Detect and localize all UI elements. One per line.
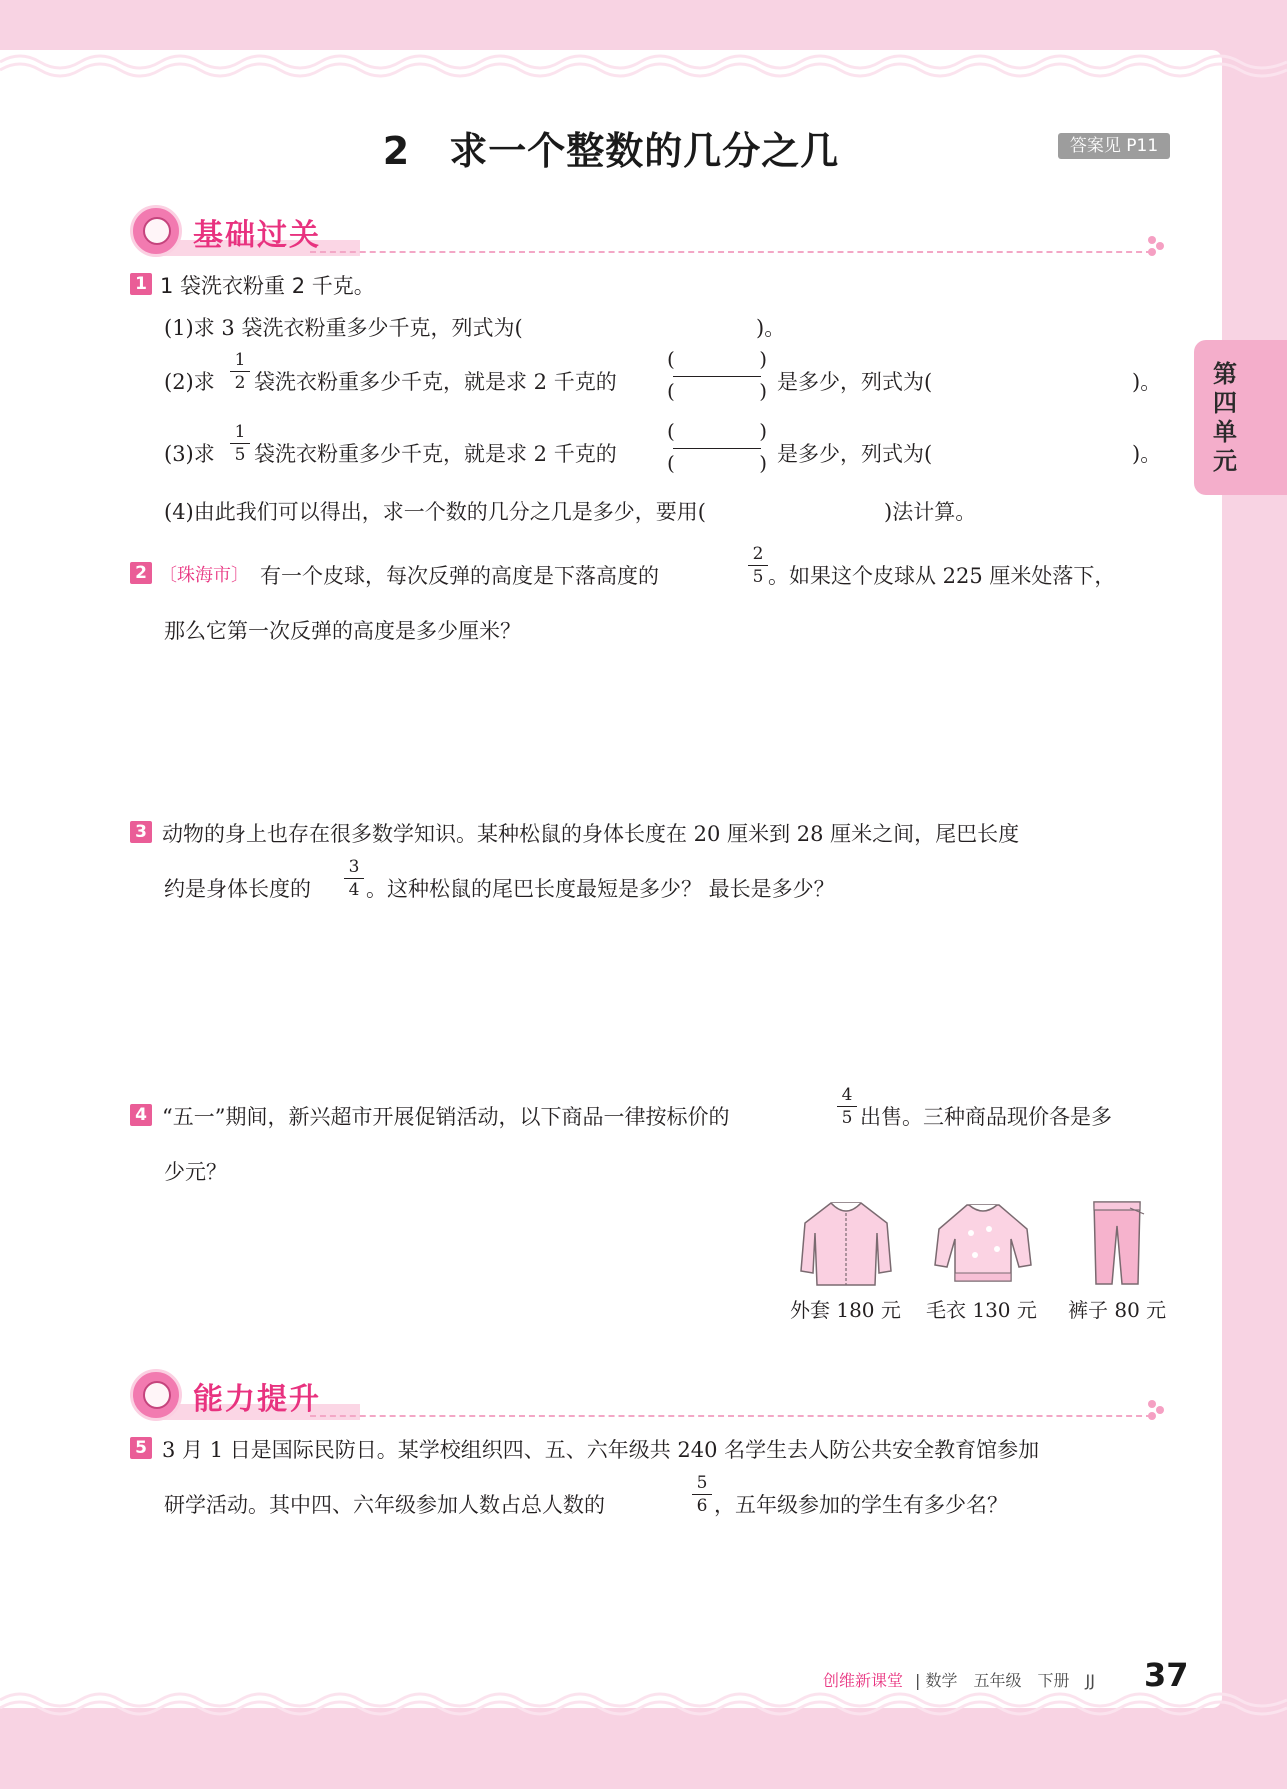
q1-part3-blank-fraction[interactable]: ( ) ( ) <box>667 419 767 475</box>
mascot-monkey-icon <box>130 1369 182 1421</box>
q1-part3-middle: 袋洗衣粉重多少千克，就是求 2 千克的 <box>254 442 617 466</box>
question-number-1: 1 <box>130 273 152 295</box>
q1-part3-close: )。 <box>1132 442 1162 466</box>
q1-part2-close: )。 <box>1132 370 1162 394</box>
q1-part4-text: (4)由此我们可以得出，求一个数的几分之几是多少，要用( <box>164 500 706 524</box>
footer-brand: 创维新课堂 <box>823 1671 904 1690</box>
question-number-5: 5 <box>130 1437 152 1459</box>
q3-fraction: 3 4 <box>344 857 364 900</box>
mascot-icon <box>130 205 182 257</box>
q4-fraction: 4 5 <box>837 1085 857 1128</box>
q1-part3-fraction: 1 5 <box>230 422 250 465</box>
question-number-3: 3 <box>130 821 152 843</box>
q3-line2-b: 。这种松鼠的尾巴长度最短是多少？ 最长是多少？ <box>366 877 835 901</box>
item-caption-sweater: 毛衣 130 元 <box>926 1298 1037 1322</box>
q1-part4-close: )法计算。 <box>884 500 977 524</box>
q2-line1-a: 有一个皮球，每次反弹的高度是下落高度的 <box>260 564 659 588</box>
q1-part2-suffix: 是多少，列式为( <box>777 370 933 394</box>
q4-line1-b: 出售。三种商品现价各是多 <box>860 1105 1112 1129</box>
section-title-basic: 基础过关 <box>193 218 321 253</box>
page-number: 37 <box>1144 1656 1189 1694</box>
item-caption-jacket: 外套 180 元 <box>790 1298 901 1322</box>
q1-part2-middle: 袋洗衣粉重多少千克，就是求 2 千克的 <box>254 370 617 394</box>
q2-fraction: 2 5 <box>748 544 768 587</box>
question-number-4: 4 <box>130 1104 152 1126</box>
item-caption-pants: 裤子 80 元 <box>1068 1298 1167 1322</box>
unit-tab-label: 第四单元 <box>1213 360 1237 475</box>
q1-part2-blank-fraction[interactable]: ( ) ( ) <box>667 347 767 403</box>
q2-line1-b: 。如果这个皮球从 225 厘米处落下， <box>768 564 1116 588</box>
q5-line2-a: 研学活动。其中四、六年级参加人数占总人数的 <box>164 1493 605 1517</box>
jacket-icon <box>797 1197 895 1289</box>
q1-part3-prefix: (3)求 <box>164 442 215 466</box>
section-divider-basic <box>310 251 1152 253</box>
sweater-icon <box>931 1199 1035 1287</box>
q4-line1-a: “五一”期间，新兴超市开展促销活动，以下商品一律按标价的 <box>162 1105 730 1129</box>
q1-part1-close: )。 <box>756 316 786 340</box>
q1-stem: 1 袋洗衣粉重 2 千克。 <box>160 274 375 298</box>
q4-line2: 少元？ <box>164 1160 227 1184</box>
pants-icon <box>1086 1196 1148 1288</box>
question-number-2: 2 <box>130 562 152 584</box>
q3-line1: 动物的身上也存在很多数学知识。某种松鼠的身体长度在 20 厘米到 28 厘米之间，尾巴长度 <box>162 822 1020 846</box>
wave-border-top <box>0 48 1287 94</box>
q1-part2-fraction: 1 2 <box>230 350 250 393</box>
wave-border-bottom <box>0 1686 1287 1732</box>
page-title: 2 求一个整数的几分之几 <box>382 129 840 173</box>
q2-line2: 那么它第一次反弹的高度是多少厘米？ <box>164 619 521 643</box>
q5-line2-b: ，五年级参加的学生有多少名？ <box>714 1493 1008 1517</box>
q3-line2-a: 约是身体长度的 <box>164 877 311 901</box>
q5-fraction: 5 6 <box>692 1473 712 1516</box>
q5-line1: 3 月 1 日是国际民防日。某学校组织四、五、六年级共 240 名学生去人防公共安全教育馆参加 <box>162 1438 1040 1462</box>
q1-part2-prefix: (2)求 <box>164 370 215 394</box>
q1-part1-text: (1)求 3 袋洗衣粉重多少千克，列式为( <box>164 316 523 340</box>
q2-region-tag: 〔珠海市〕 <box>159 565 249 586</box>
footer-info: | 数学 五年级 下册 JJ <box>915 1671 1095 1690</box>
section-title-advanced: 能力提升 <box>193 1382 321 1417</box>
section-divider-advanced <box>310 1415 1152 1417</box>
q1-part3-suffix: 是多少，列式为( <box>777 442 933 466</box>
answer-reference-badge: 答案见 P11 <box>1058 133 1170 159</box>
